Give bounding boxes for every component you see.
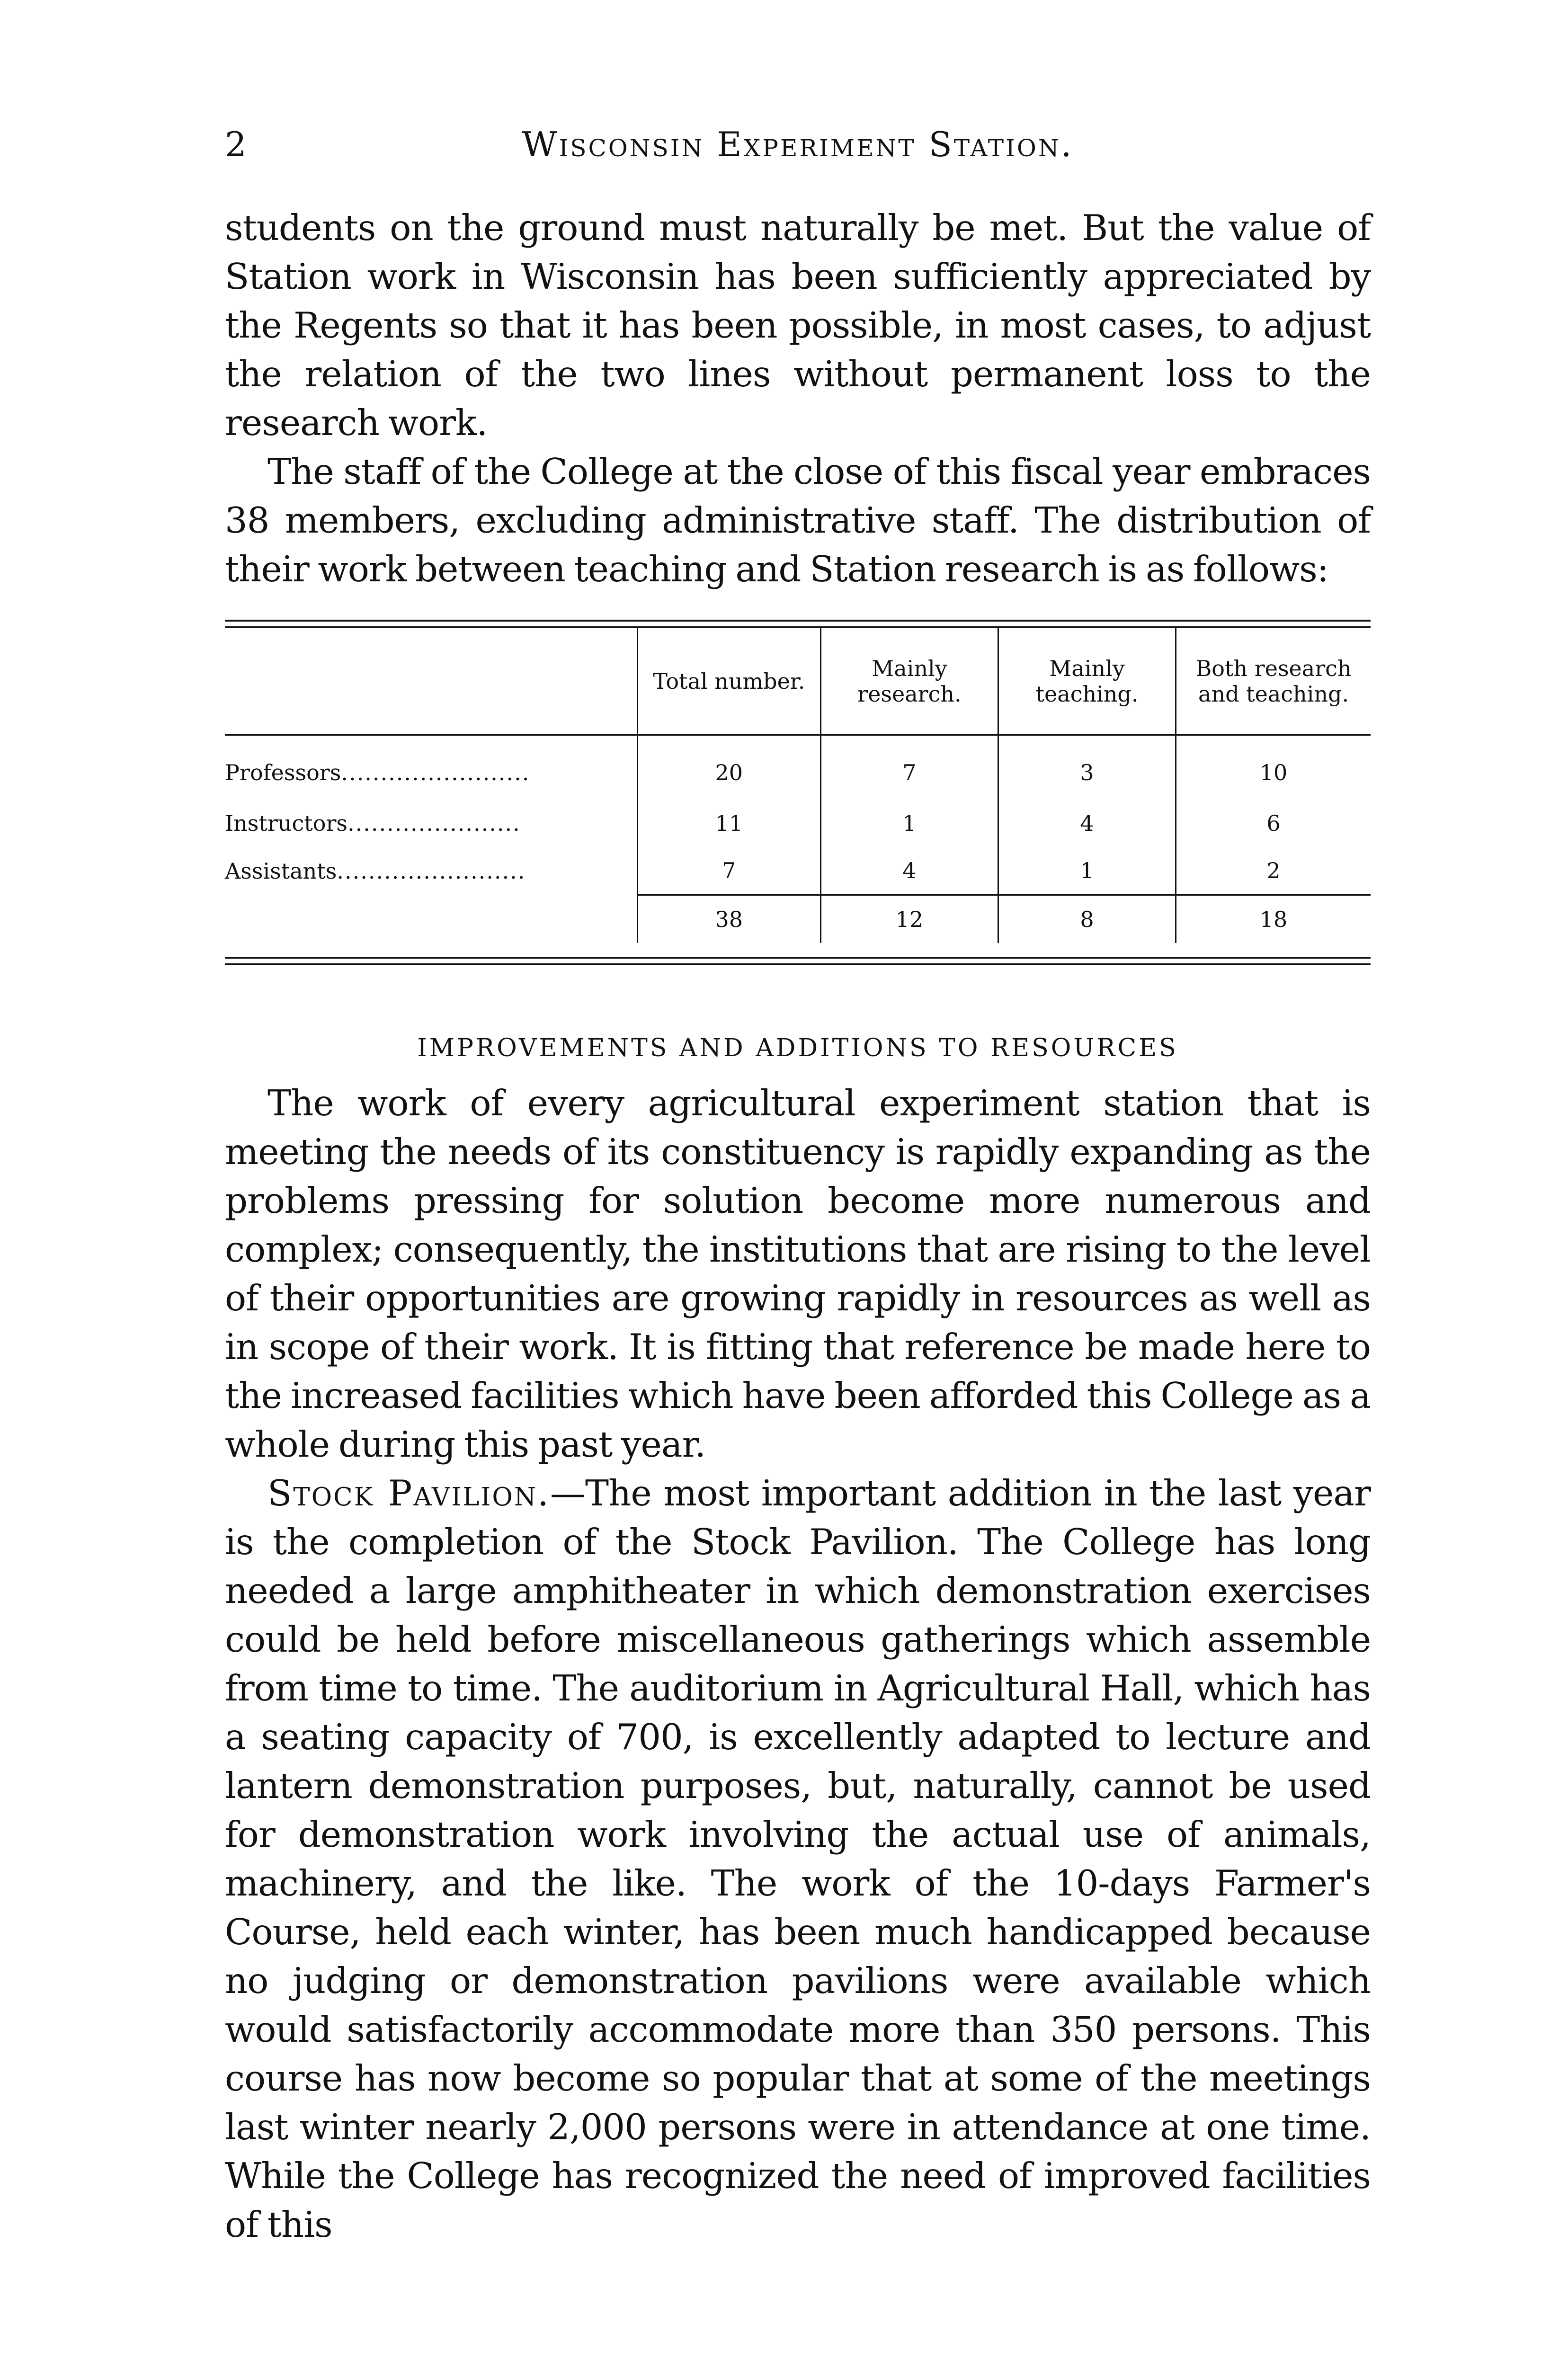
page-number: 2 [225, 125, 247, 164]
table-cell: 3 [998, 735, 1176, 800]
stock-pavilion-title: Stock Pavilion. [267, 1472, 550, 1514]
paragraph-staff: The staff of the College at the close of this fiscal year embraces 38 members, excluding administrative staff. The distribution of their work between teaching and Station research is as follows: [225, 451, 1371, 590]
table-row: Instructors...................... 11 1 4 6 [225, 800, 1371, 847]
column-header-total: Total number. [637, 628, 820, 735]
section-heading: IMPROVEMENTS AND ADDITIONS TO RESOURCES [417, 1034, 1178, 1062]
table-row: Professors........................ 20 7 3 10 [225, 735, 1371, 800]
table-total-row [225, 895, 1371, 943]
table-cell: 7 [637, 847, 820, 895]
total-cell: 38 [637, 895, 820, 943]
paragraph-improvements: The work of every agricultural experiment station that is meeting the needs of its constituency is rapidly expanding as the problems pressing for solution become more numerous and complex; consequently, the institutions that are rising to the level of their opportunities are growing rapidly in resources as well as in scope of their work. It is fitting that reference be made here to the increased facilities which have been afforded this College as a whole during this past year. [225, 1082, 1371, 1465]
table-cell: 4 [820, 847, 998, 895]
document-page [225, 118, 1371, 2249]
row-label: Professors [225, 759, 341, 785]
table-stub-header [225, 628, 637, 735]
table-row: Assistants........................ 7 4 1 2 [225, 847, 1371, 895]
total-cell: 12 [820, 895, 998, 943]
column-header-mainly-teaching: Mainly teaching. [998, 628, 1176, 735]
table-cell: 4 [998, 800, 1176, 847]
staff-distribution-table [225, 620, 1371, 965]
row-label: Assistants [225, 858, 337, 884]
table-cell: 11 [637, 800, 820, 847]
running-title: Wisconsin Experiment Station. [522, 125, 1074, 164]
table-cell: 6 [1176, 800, 1371, 847]
table-cell: 10 [1176, 735, 1371, 800]
column-header-both: Both research and teaching. [1176, 628, 1371, 735]
running-head [225, 118, 1371, 170]
table-cell: 20 [637, 735, 820, 800]
table-cell: 2 [1176, 847, 1371, 895]
paragraph-stock-pavilion [225, 1469, 1371, 2249]
stock-pavilion-text: —The most important addition in the last year is the completion of the Stock Pavilion. The College has long needed a large amphitheater in which demonstration exercises could be held before miscellaneous gatherings which assemble from time to time. The auditorium in Agricultural Hall, which has a seating capacity of 700, is excellently adapted to lecture and lantern demonstration purposes, but, naturally, cannot be used for demonstration work involving the actual use of animals, machinery, and the like. The work of the 10-days Farmer's Course, held each winter, has been much handicapped because no judging or demonstration pavilions were available which would satisfactorily accommodate more than 350 persons. This course has now become so popular that at some of the meetings last winter nearly 2,000 persons were in attendance at one time. While the College has recognized the need of improved facilities of this [225, 1472, 1371, 2245]
table-cell: 1 [820, 800, 998, 847]
table-cell: 1 [998, 847, 1176, 895]
column-header-mainly-research: Mainly research. [820, 628, 998, 735]
total-cell: 18 [1176, 895, 1371, 943]
table-cell: 7 [820, 735, 998, 800]
row-label: Instructors [225, 810, 348, 836]
total-cell: 8 [998, 895, 1176, 943]
paragraph-continuation: students on the ground must naturally be met. But the value of Station work in Wisconsin has been sufficiently appreciated by the Regents so that it has been possible, in most cases, to adjust the relation of the two lines without permanent loss to the research work. [225, 207, 1371, 444]
